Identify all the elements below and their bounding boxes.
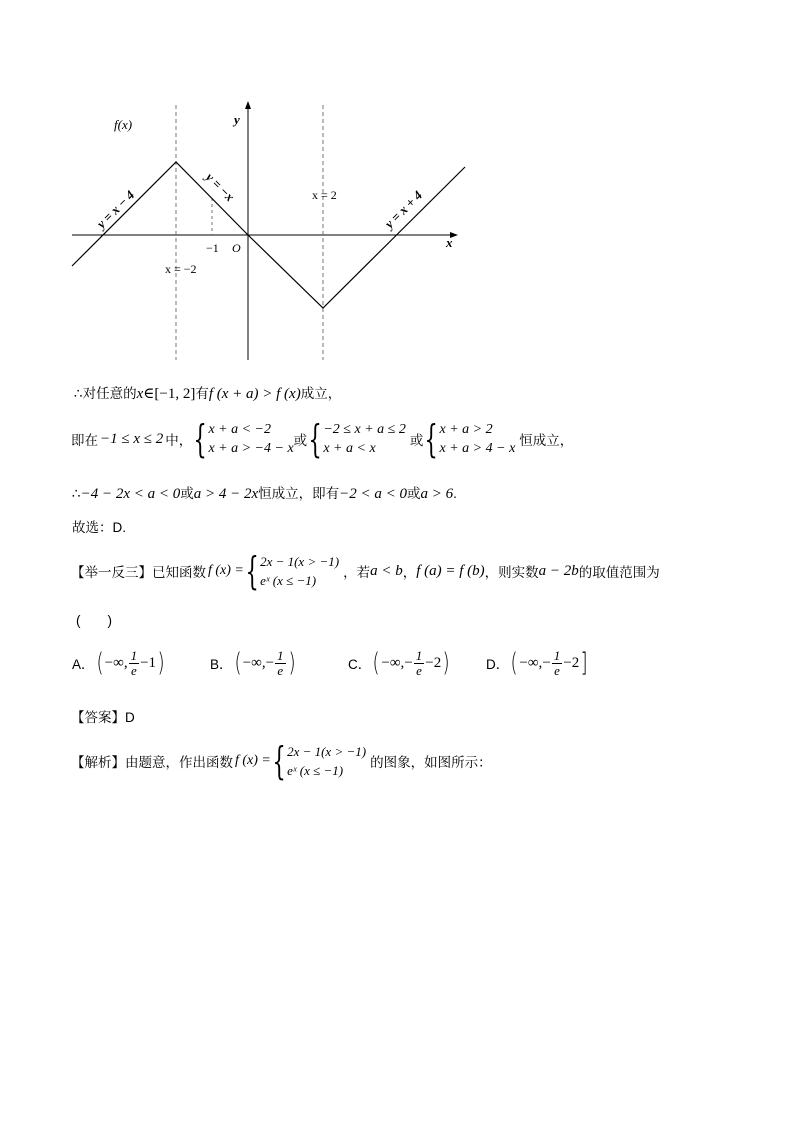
solution-text-b: 的图象，如图所示： <box>370 755 492 770</box>
line-1 <box>74 382 341 403</box>
y-axis-label: y <box>234 112 240 127</box>
question-math-1: a < b <box>370 562 403 579</box>
vline-right-label: x = 2 <box>312 188 337 202</box>
question-tag: 【举一反三】 <box>71 565 152 580</box>
line-3 <box>72 482 457 503</box>
x-axis-label: x <box>446 235 453 250</box>
option-c-label: C． <box>348 657 372 672</box>
question-math-2: f (a) = f (b) <box>416 562 485 579</box>
l3-math-2: a > 4 − 2x <box>193 486 259 502</box>
sol-pw-row-1: 2x − 1(x > −1) <box>287 744 367 759</box>
system-2 <box>307 417 406 461</box>
l3-math-4: a > 6 <box>420 486 454 502</box>
option-c-minus2: −2 <box>425 654 442 671</box>
sol-pw-row-2: eˣ (x ≤ −1) <box>287 763 344 778</box>
l1-text-c: 成立， <box>300 386 342 401</box>
question-text-d: ，则实数 <box>484 565 539 580</box>
sys1-row-1: x + a < −2 <box>208 422 271 437</box>
answer-value: D <box>125 710 135 725</box>
system-1 <box>192 417 294 461</box>
question-line <box>71 549 660 593</box>
line-right-label: y = x + 4 <box>381 187 426 232</box>
answer-paren: ( ) <box>76 613 112 628</box>
choose-line: 故选：D. <box>72 520 126 535</box>
option-a-label: A． <box>72 657 95 672</box>
option-d-inf: −∞, <box>519 654 543 671</box>
pw-row-1: 2x − 1(x > −1) <box>260 554 340 569</box>
l1-text-b: 有 <box>195 386 209 401</box>
option-b-inf: −∞, <box>242 654 266 671</box>
l2-text-b: 中， <box>165 433 193 448</box>
vline-left-label: x = −2 <box>165 262 197 276</box>
option-a-minus1: −1 <box>140 654 157 671</box>
question-text-c: ， <box>402 565 417 580</box>
option-b-label: B． <box>210 657 233 672</box>
brace-icon: { <box>193 417 207 461</box>
l2-math-range: −1 ≤ x ≤ 2 <box>100 430 164 447</box>
sys2-row-2: x + a < x <box>323 441 376 456</box>
l3-text-b: 或 <box>180 486 194 501</box>
neg-one-label: −1 <box>206 241 219 255</box>
option-d-frac: $\frac{1}{e}$ <box>553 647 561 678</box>
solution-line <box>71 739 492 783</box>
option-d-label: D． <box>486 657 510 672</box>
l1-math-x: x <box>136 386 144 402</box>
origin-label: O <box>232 241 241 255</box>
brace-icon: { <box>308 417 322 461</box>
option-a[interactable]: A． ( −∞, $\frac{1}{e}$ −1 ) <box>72 647 165 678</box>
or-1: 或 <box>293 433 308 448</box>
l2-text-a: 即在 <box>71 433 98 448</box>
solution-piecewise <box>271 739 367 783</box>
sys3-row-2: x + a > 4 − x <box>439 441 516 456</box>
option-c-frac: $\frac{1}{e}$ <box>415 647 423 678</box>
question-math-3: a − 2b <box>538 562 579 579</box>
question-fx: f (x) = <box>208 563 244 578</box>
brace-icon: { <box>245 549 259 593</box>
sys1-row-2: x + a > −4 − x <box>208 441 294 456</box>
option-a-inf: −∞, <box>104 654 128 671</box>
options-row <box>72 648 632 688</box>
solution-fx: f (x) = <box>235 753 271 768</box>
system-3 <box>423 417 516 461</box>
l2-text-c: 恒成立， <box>519 433 574 448</box>
question-text-e: 的取值范围为 <box>578 565 660 580</box>
option-c-inf: −∞, <box>381 654 405 671</box>
sys2-row-1: −2 ≤ x + a ≤ 2 <box>323 422 406 437</box>
option-c[interactable]: C． ( −∞, − $\frac{1}{e}$ −2 ) <box>348 647 450 678</box>
fx-label: f(x) <box>114 117 133 132</box>
or-2: 或 <box>409 433 424 448</box>
line-left-label: y = x − 4 <box>93 187 138 232</box>
option-d-minus2: −2 <box>563 654 580 671</box>
option-b[interactable]: B． ( −∞, − $\frac{1}{e}$ ) <box>210 647 296 678</box>
y-axis-arrow <box>245 101 251 109</box>
l3-text-c: 恒成立，即有 <box>258 486 340 501</box>
question-text-b: ，若 <box>343 565 371 580</box>
answer-line <box>71 706 135 726</box>
brace-icon: { <box>424 417 439 461</box>
l1-math-ineq: f (x + a) > f (x) <box>208 386 301 402</box>
l3-math-1: −4 − 2x < a < 0 <box>80 486 181 502</box>
option-a-frac: $\frac{1}{e}$ <box>130 647 138 678</box>
sys3-row-1: x + a > 2 <box>439 422 493 437</box>
line-mid-label: y = −x <box>202 169 238 205</box>
l1-text-a: ∴对任意的 <box>74 386 137 401</box>
l3-math-3: −2 < a < 0 <box>339 486 408 502</box>
piecewise-def <box>244 549 340 593</box>
option-d[interactable]: D． ( −∞, − $\frac{1}{e}$ −2 ] <box>486 647 588 678</box>
solution-tag: 【解析】 <box>71 755 125 770</box>
l1-math-interval: ∈[−1, 2] <box>143 386 196 402</box>
l3-text-e: . <box>453 486 457 501</box>
l3-text-a: ∴ <box>72 486 81 501</box>
question-text-a: 已知函数 <box>152 565 206 580</box>
solution-text-a: 由题意，作出函数 <box>125 755 233 770</box>
line-2 <box>71 417 574 461</box>
option-b-frac: $\frac{1}{e}$ <box>277 647 284 678</box>
brace-icon: { <box>272 739 286 783</box>
answer-tag: 【答案】 <box>71 710 125 725</box>
l3-text-d: 或 <box>407 486 421 501</box>
pw-row-2: eˣ (x ≤ −1) <box>260 573 317 588</box>
function-graph <box>60 95 480 365</box>
